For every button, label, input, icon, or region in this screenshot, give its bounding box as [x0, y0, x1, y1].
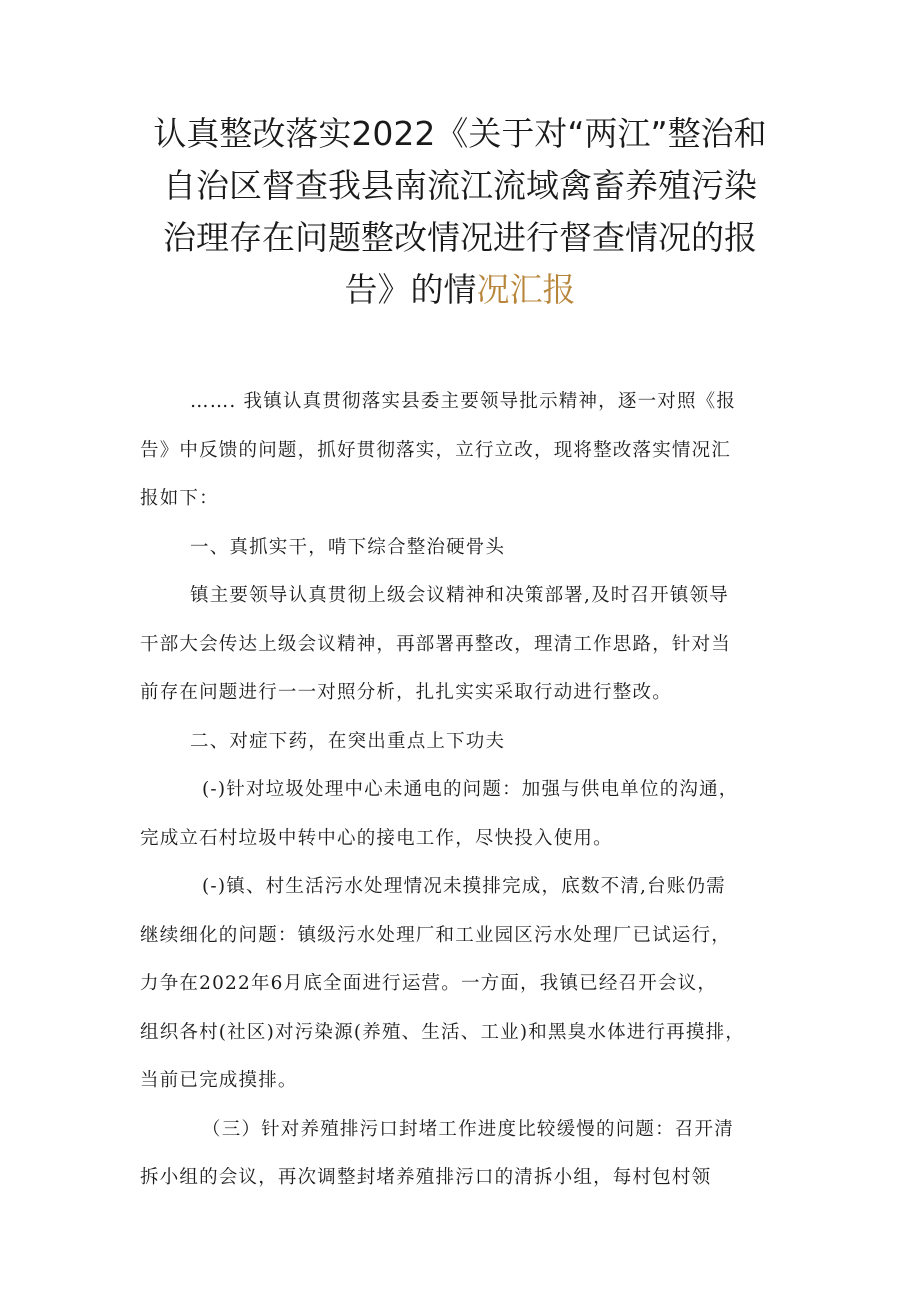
paragraph-item-1 — [140, 766, 780, 863]
paragraph-section-1 — [140, 572, 780, 718]
paragraph-line: 报如下： — [140, 488, 219, 509]
document-title — [140, 108, 780, 316]
paragraph-line: 组织各村(社区)对污染源(养殖、生活、工业)和黑臭水体进行再摸排， — [140, 1021, 745, 1043]
paragraph-line: (-)针对垃圾处理中心未通电的问题：加强与供电单位的沟通， — [202, 779, 739, 800]
paragraph-intro — [140, 378, 780, 524]
paragraph-line: (-)镇、村生活污水处理情况未摸排完成，底数不清,台账仍需 — [202, 876, 726, 897]
paragraph-item-2 — [140, 863, 780, 1106]
title-accent-text: 况汇报 — [476, 270, 576, 309]
paragraph-line: 拆小组的会议，再次调整封堵养殖排污口的清拆小组，每村包村领 — [140, 1167, 712, 1188]
section-heading-2: 二、对症下药，在突出重点上下功夫 — [190, 730, 506, 752]
paragraph-line: 力争在2022年6月底全面进行运营。一方面，我镇已经召开会议， — [140, 973, 718, 994]
paragraph-line: 镇主要领导认真贯彻上级会议精神和决策部署,及时召开镇领导 — [190, 585, 729, 606]
paragraph-line: 当前已完成摸排。 — [140, 1070, 298, 1091]
paragraph-item-3 — [140, 1106, 780, 1203]
paragraph-line: 告》中反馈的问题，抓好贯彻落实，立行立改，现将整改落实情况汇 — [140, 439, 732, 461]
paragraph-line: 干部大会传达上级会议精神，再部署再整改，理清工作思路，针对当 — [140, 633, 732, 655]
paragraph-line: 完成立石村垃圾中转中心的接电工作，尽快投入使用。 — [140, 827, 613, 849]
title-line: 认真整改落实2022《关于对“两江”整治和 — [153, 114, 767, 153]
document-body — [140, 378, 780, 1203]
paragraph-line: 继续细化的问题：镇级污水处理厂和工业园区污水处理厂已试运行， — [140, 924, 732, 946]
title-line — [140, 264, 780, 316]
title-line: 治理存在问题整改情况进行督查情况的报 — [163, 218, 757, 257]
title-line-text: 告》的情 — [344, 270, 477, 309]
section-heading-1: 一、真抓实干，啃下综合整治硬骨头 — [190, 536, 506, 558]
paragraph-line: （三）针对养殖排污口封堵工作进度比较缓慢的问题：召开清 — [202, 1118, 734, 1140]
paragraph-line: ……. 我镇认真贯彻落实县委主要领导批示精神，逐一对照《报 — [190, 391, 737, 412]
paragraph-line: 前存在问题进行一一对照分析，扎扎实实采取行动进行整改。 — [140, 682, 672, 703]
title-line: 自治区督查我县南流江流域禽畜养殖污染 — [163, 166, 757, 205]
